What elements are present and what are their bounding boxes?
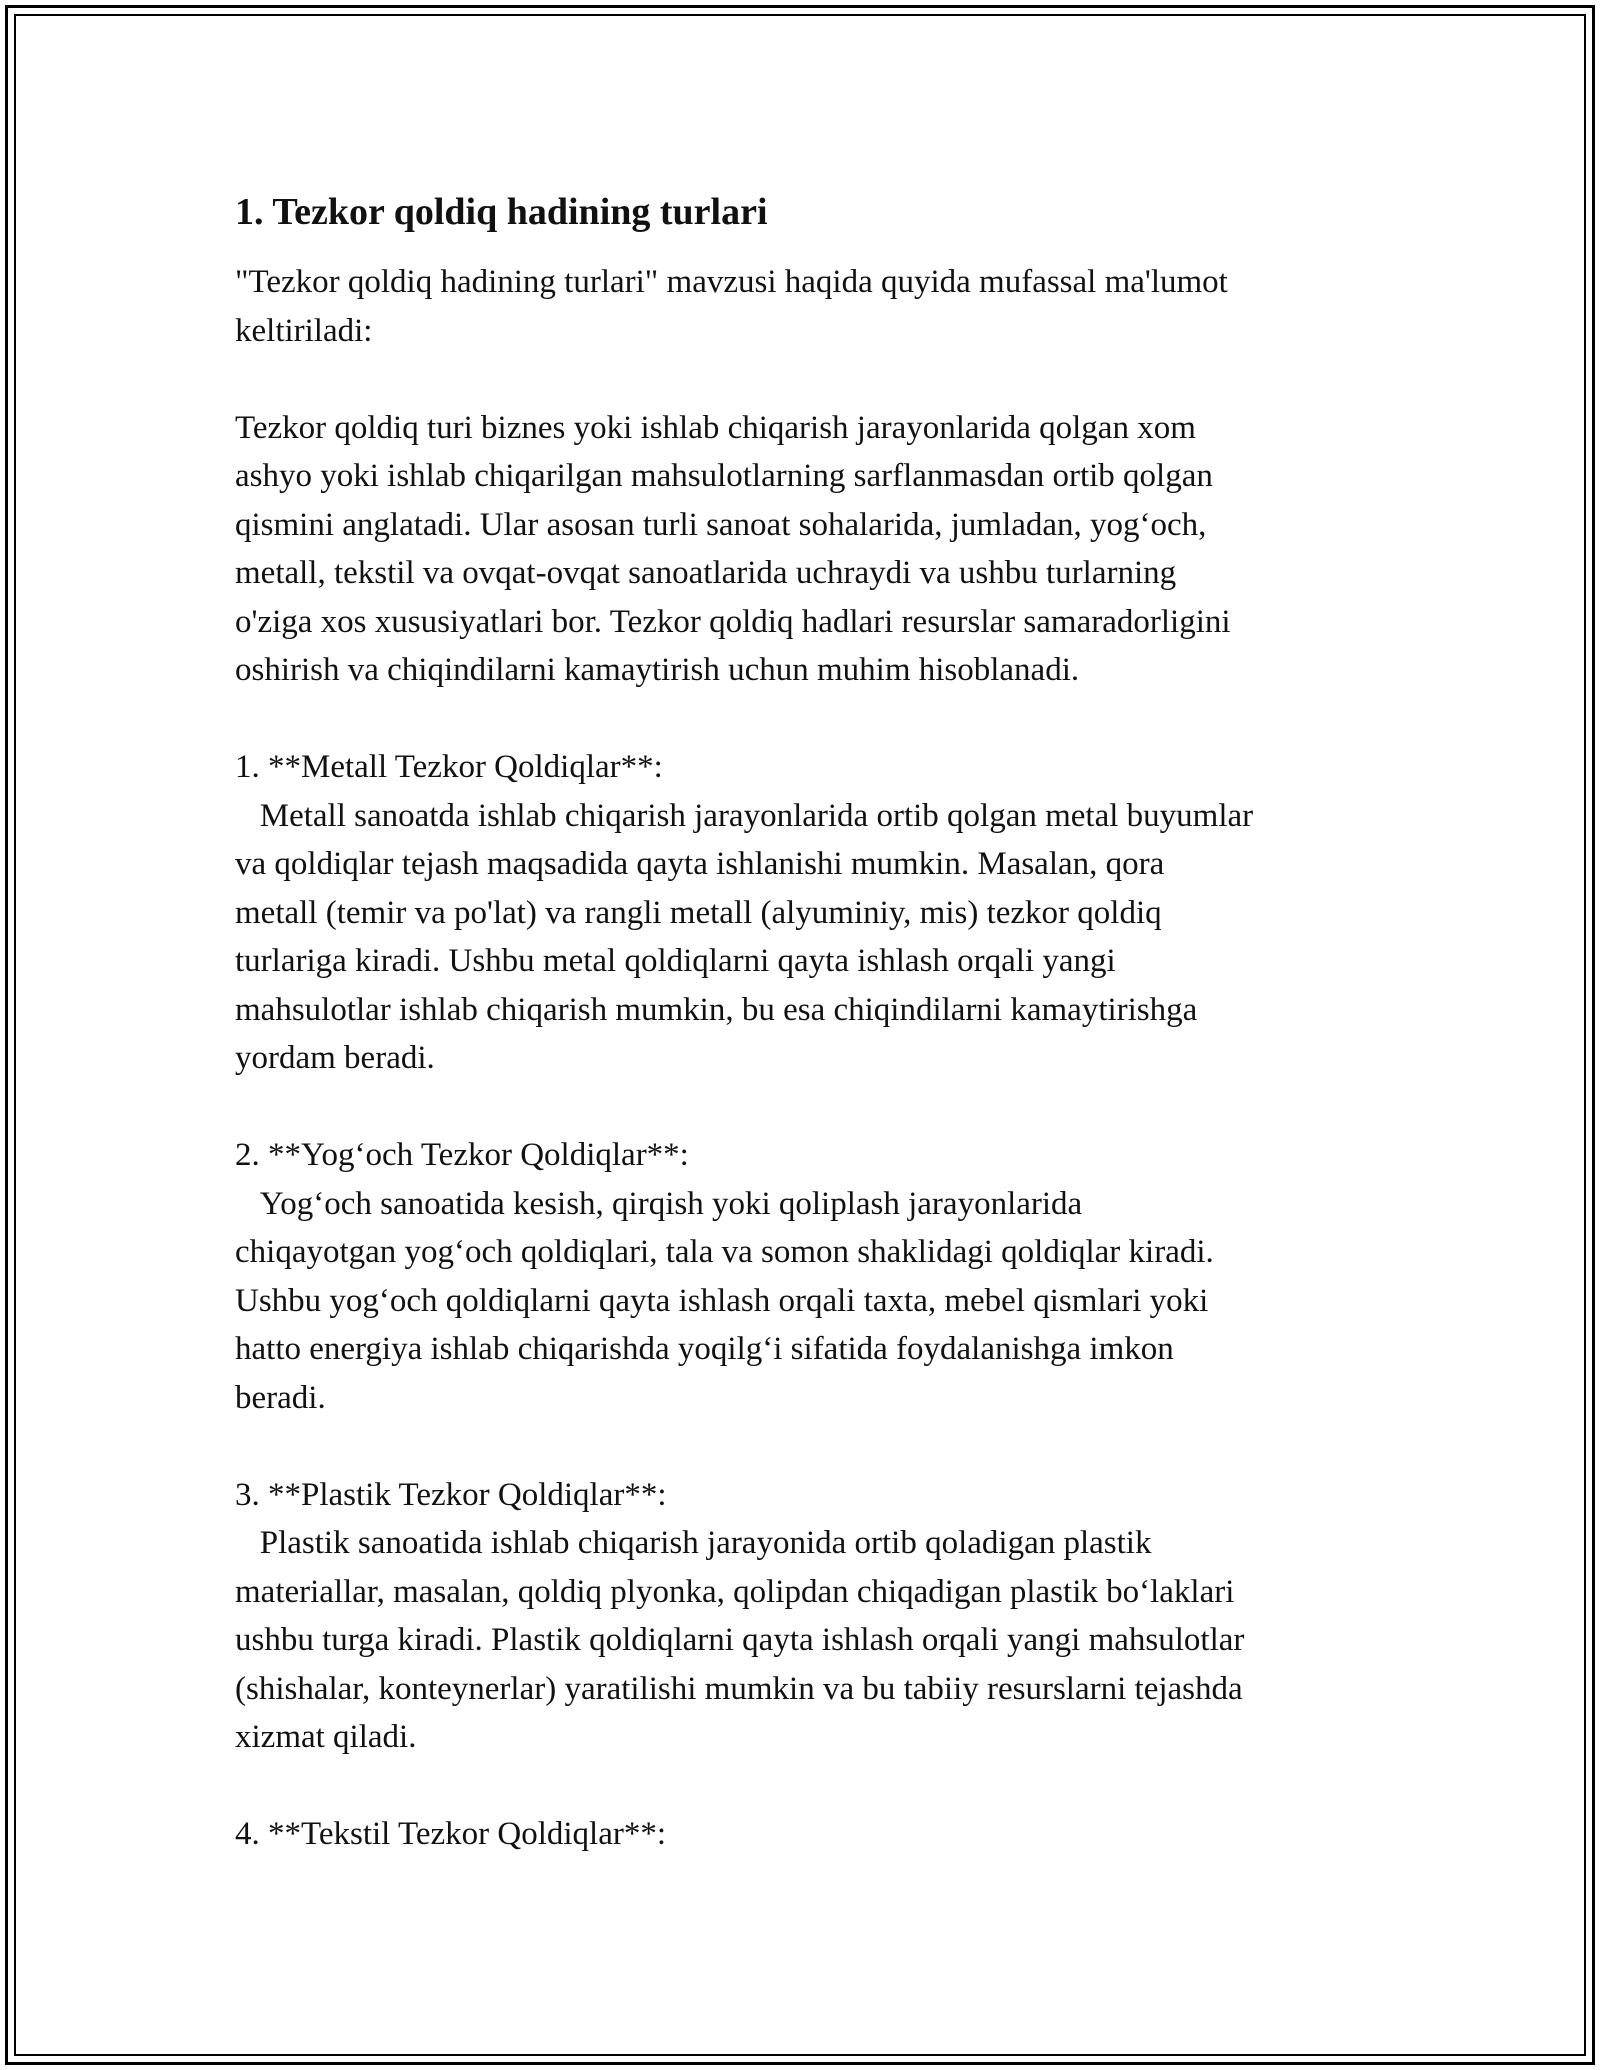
section-metall-body: Metall sanoatda ishlab chiqarish jarayonlarida ortib qolgan metal buyumlar va qoldiqlar tejash maqsadida qayta ishlanishi mumkin. Masalan, qora metall (temir va po'lat) va rangli metall (alyuminiy, mis) tezkor qoldiq turlariga kiradi. Ushbu metal qoldiqlarni qayta ishlash orqali yangi mahsulotlar ishlab chiqarish mumkin, bu esa chiqindilarni kamaytirishga yordam beradi. — [235, 797, 1254, 1076]
section-yogoch-title: 2. **Yog‘och Tezkor Qoldiqlar**: — [235, 1137, 689, 1173]
intro-paragraph: "Tezkor qoldiq hadining turlari" mavzusi haqida quyida mufassal ma'lumot keltiriladi: — [235, 264, 1228, 349]
paragraph-gap — [235, 355, 1395, 404]
section-metall-title: 1. **Metall Tezkor Qoldiqlar**: — [235, 749, 663, 785]
section-tekstil-title: 4. **Tekstil Tezkor Qoldiqlar**: — [235, 1816, 667, 1852]
overview-paragraph: Tezkor qoldiq turi biznes yoki ishlab chiqarish jarayonlarida qolgan xom ashyo yoki ishlab chiqarilgan mahsulotlarning sarflanmasdan ortib qolgan qismini anglatadi. Ular asosan turli sanoat sohalarida, jumladan, yog‘och, metall, tekstil va ovqat-ovqat sanoatlarida uchraydi va ushbu turlarning o'ziga xos xususiyatlari bor. Tezkor qoldiq hadlari resurslar samaradorligini oshirish va chiqindilarni kamaytirish uchun muhim hisoblanadi. — [235, 409, 1231, 688]
section-yogoch-body: Yog‘och sanoatida kesish, qirqish yoki qoliplash jarayonlarida chiqayotgan yog‘och qoldiqlari, tala va somon shaklidagi qoldiqlar kiradi. Ushbu yog‘och qoldiqlarni qayta ishlash orqali taxta, mebel qismlari yoki hatto energiya ishlab chiqarishda yoqilg‘i sifatida foydalanishga imkon beradi. — [235, 1185, 1214, 1416]
document-heading: 1. Tezkor qoldiq hadining turlari — [235, 191, 768, 233]
paragraph-gap — [235, 1083, 1395, 1132]
section-plastik-body: Plastik sanoatida ishlab chiqarish jarayonida ortib qoladigan plastik materiallar, masalan, qoldiq plyonka, qolipdan chiqadigan plastik bo‘laklari ushbu turga kiradi. Plastik qoldiqlarni qayta ishlash orqali yangi mahsulotlar (shishalar, konteynerlar) yaratilishi mumkin va bu tabiiy resurslarni tejashda xizmat qiladi. — [235, 1525, 1245, 1755]
paragraph-gap — [235, 1422, 1395, 1471]
section-plastik-title: 3. **Plastik Tezkor Qoldiqlar**: — [235, 1476, 667, 1513]
paragraph-gap — [235, 695, 1395, 744]
document-body — [235, 188, 1395, 1859]
paragraph-gap — [235, 1762, 1395, 1811]
